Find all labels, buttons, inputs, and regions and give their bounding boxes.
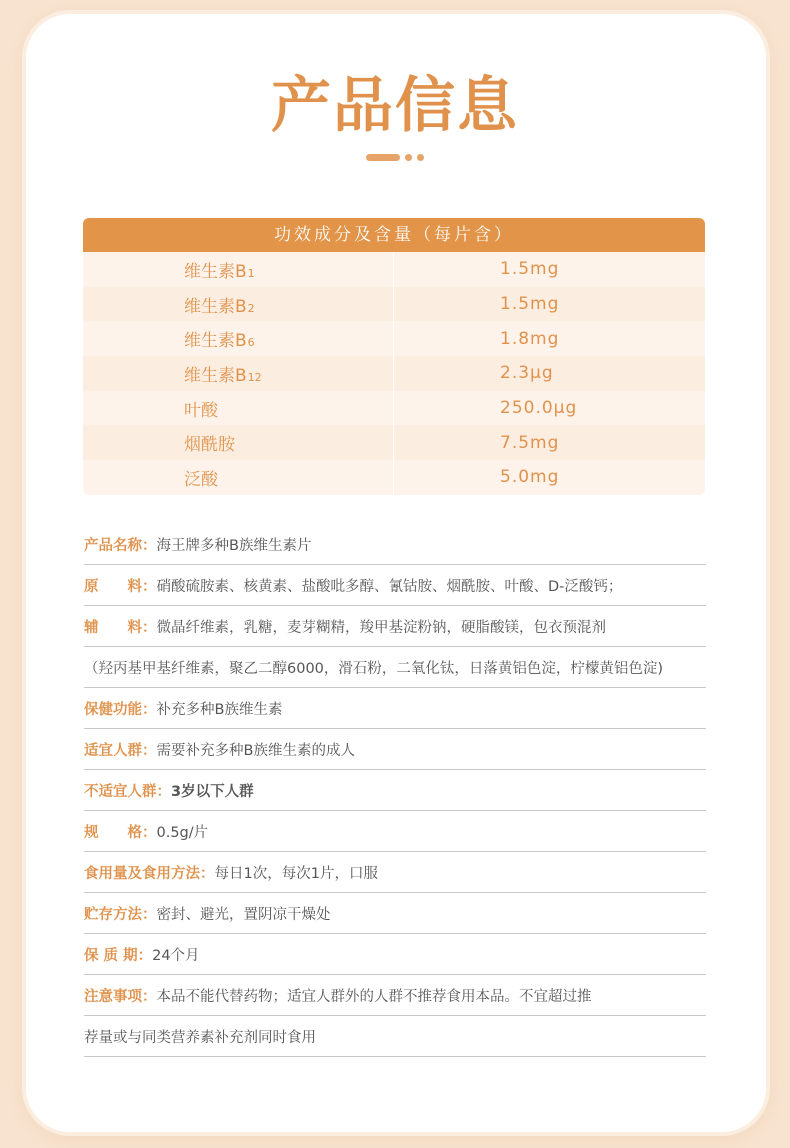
ingredient-amount: 250.0μg — [500, 398, 578, 419]
detail-row — [84, 852, 706, 893]
product-details-list — [84, 524, 706, 1057]
detail-row — [84, 729, 706, 770]
ingredient-subscript: 2 — [247, 301, 255, 315]
detail-label: 保 质 期： — [84, 947, 153, 964]
detail-label: 原 料： — [84, 578, 157, 595]
ingredient-name: 维生素B 1 — [83, 252, 394, 287]
detail-row — [84, 606, 706, 647]
detail-value: 本品不能代替药物；适宜人群外的人群不推荐食用本品。不宜超过推 — [156, 988, 592, 1005]
table-row — [83, 321, 705, 356]
detail-value: 荐量或与同类营养素补充剂同时食用 — [84, 1029, 316, 1046]
table-row — [83, 460, 705, 495]
ingredient-name: 维生素B 6 — [83, 321, 394, 356]
detail-row — [84, 770, 706, 811]
table-row — [83, 425, 705, 460]
ingredient-subscript: 1 — [247, 266, 255, 280]
detail-row — [84, 893, 706, 934]
detail-value: （羟丙基甲基纤维素，聚乙二醇6000，滑石粉，二氧化钛，日落黄铝色淀，柠檬黄铝色淀) — [84, 660, 664, 677]
detail-value: 微晶纤维素，乳糖，麦芽糊精，羧甲基淀粉钠，硬脂酸镁，包衣预混剂 — [156, 619, 606, 636]
page-title: 产品信息 — [271, 71, 519, 141]
detail-row — [84, 975, 706, 1016]
detail-value: 24个月 — [152, 947, 200, 964]
ingredient-name: 泛酸 — [83, 460, 394, 495]
detail-row — [84, 934, 706, 975]
detail-value: 每日1次，每次1片，口服 — [214, 865, 378, 882]
table-row — [83, 287, 705, 322]
ingredient-amount: 1.5mg — [500, 294, 560, 315]
ingredient-table — [83, 218, 705, 495]
table-row — [83, 356, 705, 391]
detail-label: 注意事项： — [84, 988, 157, 1005]
ingredient-subscript: 6 — [247, 336, 255, 350]
detail-label: 不适宜人群： — [84, 783, 171, 800]
detail-value: 硝酸硫胺素、核黄素、盐酸吡多醇、氰钴胺、烟酰胺、叶酸、D-泛酸钙； — [156, 578, 623, 595]
detail-row — [84, 647, 706, 688]
detail-value: 3岁以下人群 — [171, 783, 254, 800]
detail-row — [84, 524, 706, 565]
ingredient-amount: 1.5mg — [500, 259, 560, 280]
table-header: 功效成分及含量（每片含） — [83, 218, 705, 252]
detail-label: 保健功能： — [84, 701, 157, 718]
detail-label: 适宜人群： — [84, 742, 157, 759]
ingredient-amount: 1.8mg — [500, 328, 560, 349]
detail-label: 贮存方法： — [84, 906, 157, 923]
detail-value: 0.5g/片 — [156, 824, 209, 841]
detail-label: 产品名称： — [84, 537, 157, 554]
ingredient-amount: 7.5mg — [500, 432, 560, 453]
detail-label: 食用量及食用方法： — [84, 865, 215, 882]
detail-label: 规 格： — [84, 824, 157, 841]
detail-row — [84, 688, 706, 729]
title-decoration — [0, 154, 790, 161]
detail-value: 密封、避光，置阴凉干燥处 — [156, 906, 331, 923]
detail-row — [84, 811, 706, 852]
table-row — [83, 391, 705, 426]
ingredient-amount: 5.0mg — [500, 467, 560, 488]
ingredient-name: 烟酰胺 — [83, 425, 394, 460]
table-row — [83, 252, 705, 287]
ingredient-name: 维生素B 2 — [83, 287, 394, 322]
detail-row — [84, 565, 706, 606]
ingredient-name: 维生素B 12 — [83, 356, 394, 391]
detail-value: 需要补充多种B族维生素的成人 — [156, 742, 355, 759]
detail-label: 辅 料： — [84, 619, 157, 636]
detail-value: 补充多种B族维生素 — [156, 701, 283, 718]
ingredient-amount: 2.3μg — [500, 363, 554, 384]
ingredient-subscript: 12 — [247, 370, 262, 384]
detail-row — [84, 1016, 706, 1057]
detail-value: 海王牌多种B族维生素片 — [156, 537, 312, 554]
ingredient-name: 叶酸 — [83, 391, 394, 426]
